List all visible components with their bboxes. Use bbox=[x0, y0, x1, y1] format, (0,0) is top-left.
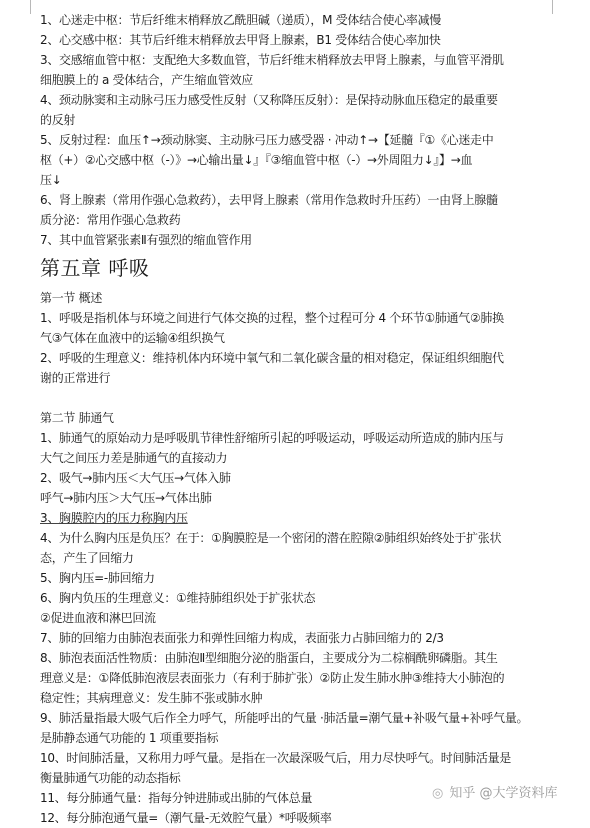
text-line: 稳定性；其病理意义：发生肺不张或肺水肿 bbox=[40, 691, 263, 705]
zhihu-logo-icon: ◎ bbox=[432, 786, 444, 801]
watermark-text: 知乎 @大学资料库 bbox=[449, 786, 558, 801]
text-line: 3、胸膜腔内的压力称胸内压 bbox=[40, 511, 188, 525]
text-line: 气③气体在血液中的运输④组织换气 bbox=[40, 331, 225, 345]
text-line: 是肺静态通气功能的 1 项重要指标 bbox=[40, 731, 219, 745]
text-line: 1、心迷走中枢：节后纤维末梢释放乙酰胆碱（递质），M 受体结合使心率减慢 bbox=[40, 13, 442, 27]
text-line: 谢的正常进行 bbox=[40, 371, 111, 385]
text-line: 5、胸内压=-肺回缩力 bbox=[40, 571, 155, 585]
text-line: 呼气→肺内压＞大气压→气体出肺 bbox=[40, 491, 212, 505]
text-line: 5、反射过程：血压↑→颈动脉窦、主动脉弓压力感受器 · 冲动↑→【延髓『①《心迷走中 bbox=[40, 133, 494, 147]
text-line: 12、每分肺泡通气量=（潮气量-无效腔气量）*呼吸频率 bbox=[40, 811, 332, 825]
text-line: 枢（+）②心交感中枢（-）》→心输出量↓』『③缩血管中枢（-）→外周阻力↓』】→血 bbox=[40, 153, 473, 167]
text-line: 9、肺活量指最大吸气后作全力呼气，所能呼出的气量 ·肺活量=潮气量+补吸气量+补呼气量。 bbox=[40, 711, 529, 725]
text-line: 质分泌：常用作强心急救药 bbox=[40, 213, 181, 227]
text-line: 1、呼吸是指机体与环境之间进行气体交换的过程，整个过程可分 4 个环节①肺通气②肺换 bbox=[40, 311, 504, 325]
section-heading: 第二节 肺通气 bbox=[40, 411, 114, 425]
text-line: 6、肾上腺素（常用作强心急救药），去甲肾上腺素（常用作急救时升压药）一由肾上腺髓 bbox=[40, 193, 498, 207]
text-line: 11、每分肺通气量：指每分钟进肺或出肺的气体总量 bbox=[40, 791, 313, 805]
section-heading: 第一节 概述 bbox=[40, 291, 103, 305]
text-line: 4、颈动脉窦和主动脉弓压力感受性反射（又称降压反射）：是保持动脉血压稳定的最重要 bbox=[40, 93, 498, 107]
text-line: 10、时间肺活量，又称用力呼气量。是指在一次最深吸气后，用力尽快呼气。时间肺活量是 bbox=[40, 751, 511, 765]
text-line: 7、肺的回缩力由肺泡表面张力和弹性回缩力构成，表面张力占肺回缩力的 2/3 bbox=[40, 631, 444, 645]
text-line: 2、呼吸的生理意义：维持机体内环境中氧气和二氧化碳含量的相对稳定，保证组织细胞代 bbox=[40, 351, 504, 365]
text-line: 7、其中血管紧张素Ⅱ有强烈的缩血管作用 bbox=[40, 233, 252, 247]
text-line: 态，产生了回缩力 bbox=[40, 551, 134, 565]
text-line: ②促进血液和淋巴回流 bbox=[40, 611, 156, 625]
text-line: 压↓ bbox=[40, 173, 62, 187]
text-line: 大气之间压力差是肺通气的直接动力 bbox=[40, 451, 228, 465]
text-line: 理意义是：①降低肺泡液层表面张力（有利于肺扩张）②防止发生肺水肿③维持大小肺泡的 bbox=[40, 671, 505, 685]
text-line: 2、吸气→肺内压＜大气压→气体入肺 bbox=[40, 471, 231, 485]
chapter-title: 第五章 呼吸 bbox=[40, 256, 150, 280]
text-line: 2、心交感中枢：其节后纤维末梢释放去甲肾上腺素，B1 受体结合使心率加快 bbox=[40, 33, 441, 47]
text-line: 3、交感缩血管中枢：支配绝大多数血管，节后纤维末梢释放去甲肾上腺素，与血管平滑肌 bbox=[40, 53, 504, 67]
text-line: 4、为什么胸内压是负压？在于：①胸膜腔是一个密闭的潜在腔隙②肺组织始终处于扩张状 bbox=[40, 531, 502, 545]
text-line: 8、肺泡表面活性物质：由肺泡Ⅱ型细胞分泌的脂蛋白，主要成分为二棕榈酰卵磷脂。其生 bbox=[40, 651, 498, 665]
blank-line bbox=[40, 388, 560, 408]
text-line: 衡量肺通气功能的动态指标 bbox=[40, 771, 181, 785]
watermark bbox=[432, 782, 557, 801]
text-line: 的反射 bbox=[40, 113, 76, 127]
text-line: 细胞膜上的 a 受体结合，产生缩血管效应 bbox=[40, 73, 253, 87]
document-content bbox=[40, 10, 560, 828]
text-line: 1、肺通气的原始动力是呼吸肌节律性舒缩所引起的呼吸运动，呼吸运动所造成的肺内压与 bbox=[40, 431, 504, 445]
left-margin-marker bbox=[30, 0, 31, 14]
text-line: 6、胸内负压的生理意义：①维持肺组织处于扩张状态 bbox=[40, 591, 316, 605]
